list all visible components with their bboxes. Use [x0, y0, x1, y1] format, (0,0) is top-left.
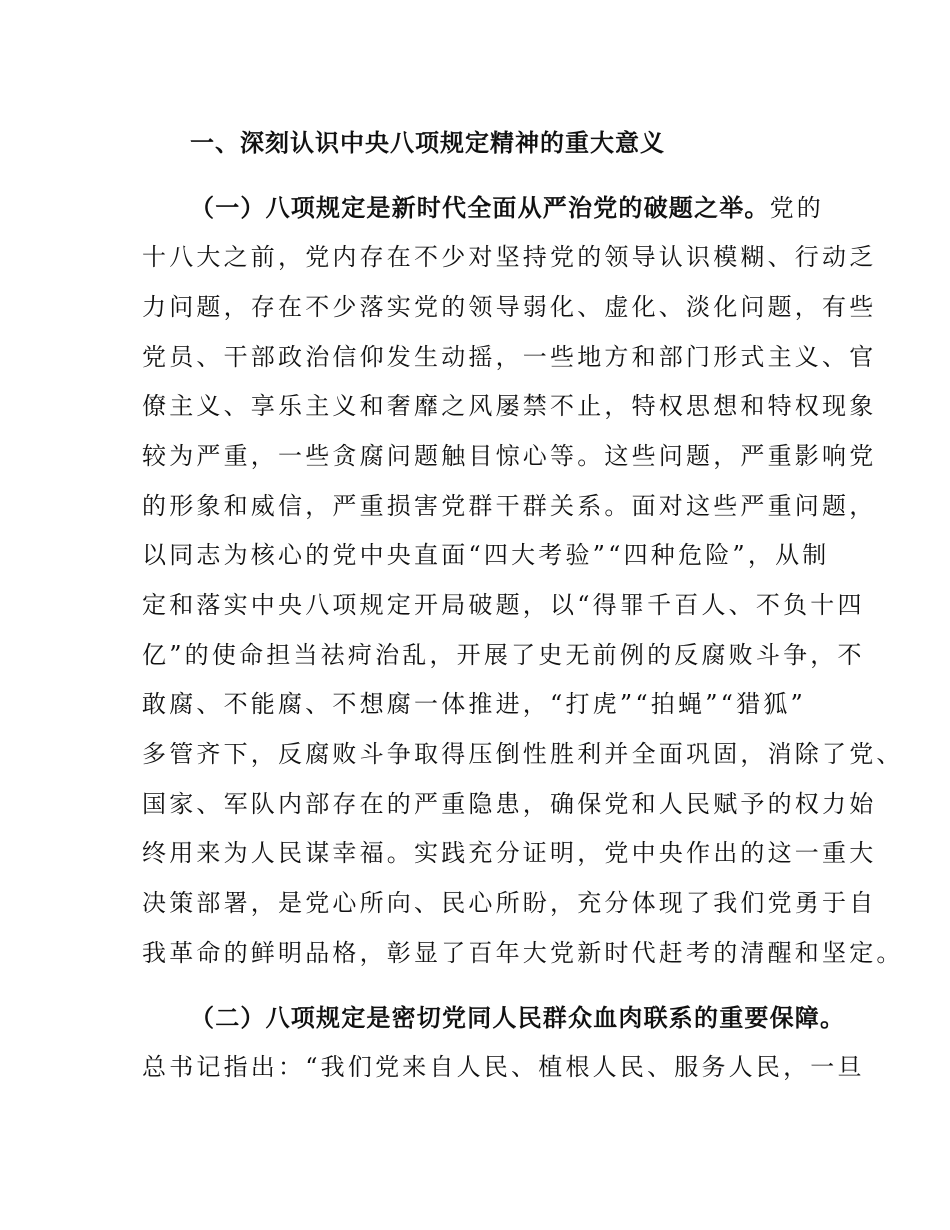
- paragraph-line: 十八大之前，党内存在不少对坚持党的领导认识模糊、行动乏: [142, 243, 877, 271]
- paragraph-line: 国家、军队内部存在的严重隐患，确保党和人民赋予的权力始: [142, 790, 877, 818]
- paragraph-line: [190, 191, 824, 225]
- paragraph-line: 决策部署，是党心所向、民心所盼，充分体现了我们党勇于自: [142, 889, 877, 917]
- paragraph-line: 我革命的鲜明品格，彰显了百年大党新时代赶考的清醒和坚定。: [142, 939, 904, 967]
- paragraph-line: 定和落实中央八项规定开局破题，以“得罪千百人、不负十四: [142, 591, 865, 619]
- paragraph-line: 终用来为人民谋幸福。实践充分证明，党中央作出的这一重大: [142, 839, 877, 867]
- subsection-title: （二）八项规定是密切党同人民群众血肉联系的重要保障。: [190, 1004, 846, 1032]
- paragraph-line: 总书记指出：“我们党来自人民、植根人民、服务人民，一旦: [142, 1053, 865, 1081]
- paragraph-line: 敢腐、不能腐、不想腐一体推进，“打虎”“拍蝇”“猎狐”: [142, 690, 807, 718]
- section-heading: 一、深刻认识中央八项规定精神的重大意义: [190, 129, 665, 157]
- paragraph-line: 力问题，存在不少落实党的领导弱化、虚化、淡化问题，有些: [142, 293, 877, 321]
- paragraph-line: 以同志为核心的党中央直面“四大考验”“四种危险”，从制: [142, 541, 830, 569]
- paragraph-line: 党员、干部政治信仰发生动摇，一些地方和部门形式主义、官: [142, 343, 877, 371]
- paragraph-line: 亿”的使命担当祛疴治乱，开展了史无前例的反腐败斗争，不: [142, 641, 865, 669]
- subsection-title: （一）八项规定是新时代全面从严治党的破题之举。: [190, 194, 770, 222]
- paragraph-line: 僚主义、享乐主义和奢靡之风屡禁不止，特权思想和特权现象: [142, 392, 877, 420]
- paragraph-line: 多管齐下，反腐败斗争取得压倒性胜利并全面巩固，消除了党、: [142, 740, 904, 768]
- paragraph-line: 的形象和威信，严重损害党群干群关系。面对这些严重问题，: [142, 492, 877, 520]
- paragraph-line: 较为严重，一些贪腐问题触目惊心等。这些问题，严重影响党: [142, 442, 877, 470]
- paragraph-text: 党的: [769, 194, 825, 222]
- paragraph-line: [190, 1001, 845, 1035]
